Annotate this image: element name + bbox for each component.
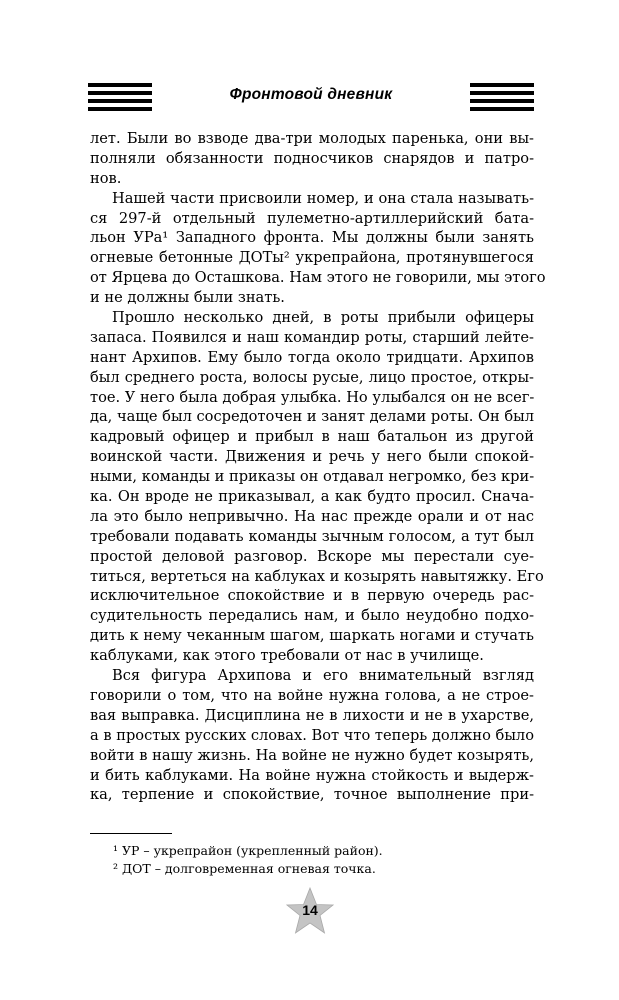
text-line: воинской части. Движения и речь у него были спокой- bbox=[90, 448, 534, 466]
text-line: войти в нашу жизнь. На войне не нужно будет козырять, bbox=[90, 746, 534, 764]
text-line: Вся фигура Архипова и его внимательный взгляд bbox=[112, 667, 534, 685]
text-line: ся 297-й отдельный пулеметно-артиллерийский бата- bbox=[90, 209, 534, 227]
footnote-2: ² ДОТ – долговременная огневая точка. bbox=[113, 861, 376, 876]
text-line: простой деловой разговор. Вскоре мы перестали суе- bbox=[90, 547, 534, 565]
page-number: 14 bbox=[302, 902, 318, 918]
text-line: нант Архипов. Ему было тогда около тридцати. Архипов bbox=[90, 348, 534, 366]
running-header bbox=[88, 82, 534, 112]
header-stripes-right bbox=[470, 82, 534, 112]
footnote-divider bbox=[90, 833, 172, 834]
text-line: титься, вертеться на каблуках и козырять навытяжку. Его bbox=[90, 567, 544, 585]
text-line: ными, команды и приказы он отдавал негромко, без кри- bbox=[90, 468, 535, 486]
text-line: каблуками, как этого требовали от нас в училище. bbox=[90, 647, 484, 665]
text-line: льон УРа¹ Западного фронта. Мы должны были занять bbox=[90, 229, 534, 247]
text-line: да, чаще был сосредоточен и занят делами роты. Он был bbox=[90, 408, 534, 426]
text-line: ла это было непривычно. На нас прежде орали и от нас bbox=[90, 507, 534, 525]
text-line: и не должны были знать. bbox=[90, 289, 285, 307]
text-line: запаса. Появился и наш командир роты, старший лейте- bbox=[90, 328, 534, 346]
text-line: дить к нему чеканным шагом, шаркать ногами и стучать bbox=[90, 627, 534, 645]
text-line: судительность передались нам, и было неудобно подхо- bbox=[90, 607, 534, 625]
text-line: говорили о том, что на войне нужна голова, а не строе- bbox=[90, 686, 534, 704]
text-line: исключительное спокойствие и в первую очередь рас- bbox=[90, 587, 534, 605]
text-line: нов. bbox=[90, 169, 122, 187]
text-line: полняли обязанности подносчиков снарядов и патро- bbox=[90, 149, 534, 167]
text-line: лет. Были во взводе два-три молодых паренька, они вы- bbox=[90, 130, 534, 147]
header-stripes-left bbox=[88, 82, 152, 112]
text-line: был среднего роста, волосы русые, лицо простое, откры- bbox=[90, 368, 534, 386]
header-title: Фронтовой дневник bbox=[229, 86, 393, 103]
text-line: кадровый офицер и прибыл в наш батальон из другой bbox=[90, 428, 534, 446]
text-line: и бить каблуками. На войне нужна стойкость и выдерж- bbox=[90, 766, 534, 784]
footnote-1: ¹ УР – укрепрайон (укрепленный район). bbox=[113, 843, 383, 858]
text-line: тое. У него была добрая улыбка. Но улыбался он не всег- bbox=[90, 388, 535, 406]
text-line: огневые бетонные ДОТы² укрепрайона, протянувшегося bbox=[90, 249, 534, 267]
text-line: требовали подавать команды зычным голосом, а тут был bbox=[90, 527, 534, 545]
text-line: а в простых русских словах. Вот что теперь должно было bbox=[90, 726, 534, 744]
body-text bbox=[90, 129, 546, 805]
text-line: ка. Он вроде не приказывал, а как будто просил. Снача- bbox=[90, 488, 534, 506]
text-line: ка, терпение и спокойствие, точное выполнение при- bbox=[90, 786, 534, 804]
text-line: от Ярцева до Осташкова. Нам этого не говорили, мы этого bbox=[90, 269, 546, 287]
text-line: Нашей части присвоили номер, и она стала называть- bbox=[112, 189, 534, 207]
footnotes bbox=[113, 842, 533, 878]
text-line: Прошло несколько дней, в роты прибыли офицеры bbox=[112, 309, 534, 327]
text-line: вая выправка. Дисциплина не в лихости и не в ухарстве, bbox=[90, 706, 534, 724]
